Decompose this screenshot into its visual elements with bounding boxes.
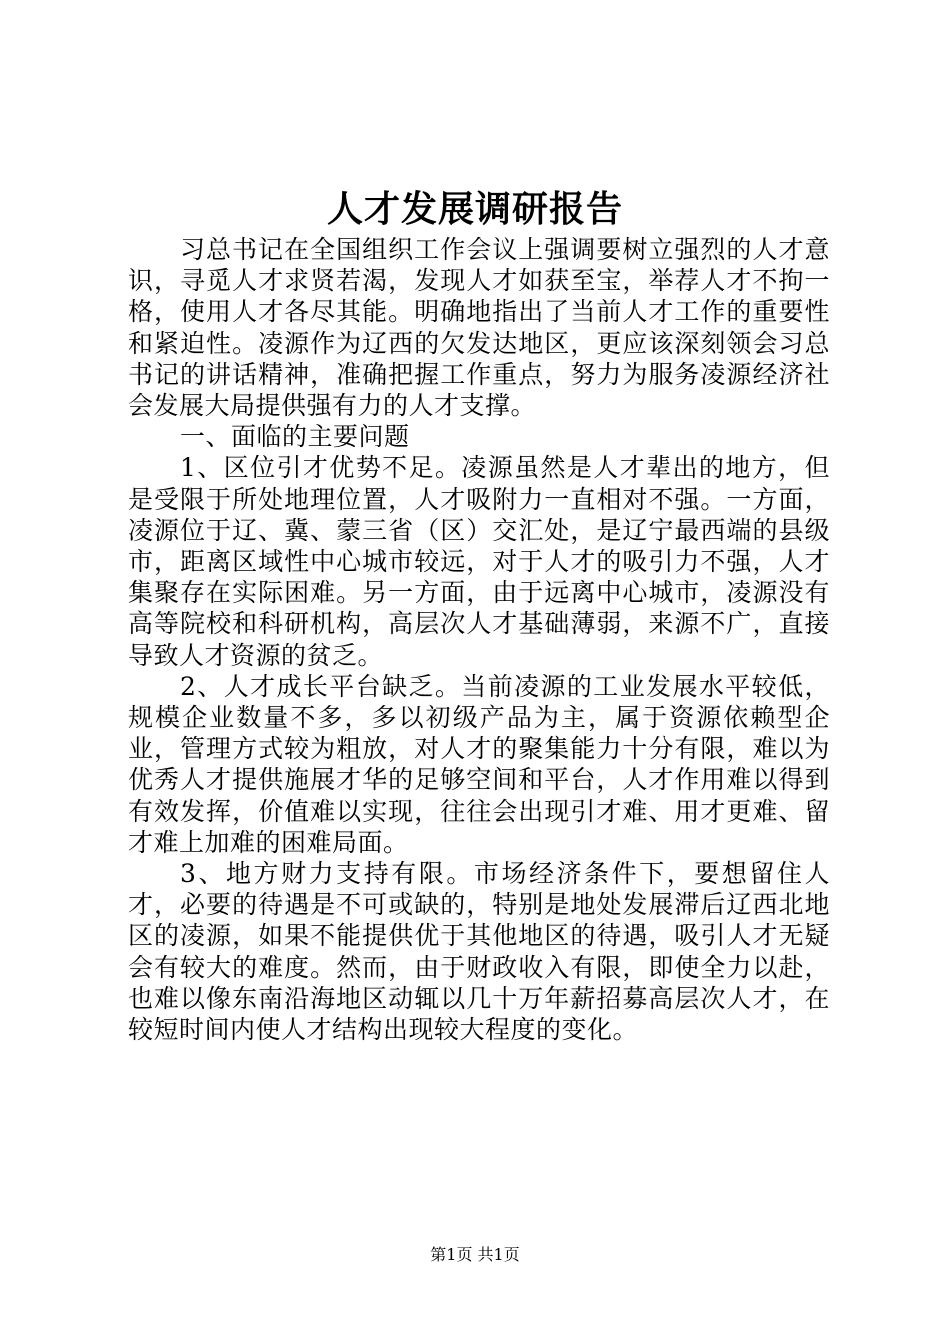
- document-title: 人才发展调研报告: [326, 188, 623, 230]
- document-body: [128, 234, 830, 1045]
- paragraph-item-1: 1、区位引才优势不足。凌源虽然是人才辈出的地方，但是受限于所处地理位置，人才吸附力一直相对不强。一方面，凌源位于辽、冀、蒙三省（区）交汇处，是辽宁最西端的县级市，距离区域性中心城市较远，对于人才的吸引力不强，人才集聚存在实际困难。另一方面，由于远离中心城市，凌源没有高等院校和科研机构，高层次人才基础薄弱，来源不广，直接导致人才资源的贫乏。: [128, 453, 830, 670]
- paragraph-intro: 习总书记在全国组织工作会议上强调要树立强烈的人才意识，寻觅人才求贤若渴，发现人才如获至宝，举荐人才不拘一格，使用人才各尽其能。明确地指出了当前人才工作的重要性和紧迫性。凌源作为辽西的欠发达地区，更应该深刻领会习总书记的讲话精神，准确把握工作重点，努力为服务凌源经济社会发展大局提供强有力的人才支撑。: [128, 235, 830, 421]
- page-footer: 第1页 共1页: [430, 1245, 520, 1264]
- paragraph-item-3: 3、地方财力支持有限。市场经济条件下，要想留住人才，必要的待遇是不可或缺的，特别是地处发展滞后辽西北地区的凌源，如果不能提供优于其他地区的待遇，吸引人才无疑会有较大的难度。然而，由于财政收入有限，即使全力以赴，也难以像东南沿海地区动辄以几十万年薪招募高层次人才，在较短时间内使人才结构出现较大程度的变化。: [128, 859, 830, 1045]
- section-heading: 一、面临的主要问题: [180, 422, 410, 452]
- paragraph-item-2: 2、人才成长平台缺乏。当前凌源的工业发展水平较低，规模企业数量不多，多以初级产品为主，属于资源依赖型企业，管理方式较为粗放，对人才的聚集能力十分有限，难以为优秀人才提供施展才华的足够空间和平台，人才作用难以得到有效发挥，价值难以实现，往往会出现引才难、用才更难、留才难上加难的困难局面。: [128, 671, 830, 857]
